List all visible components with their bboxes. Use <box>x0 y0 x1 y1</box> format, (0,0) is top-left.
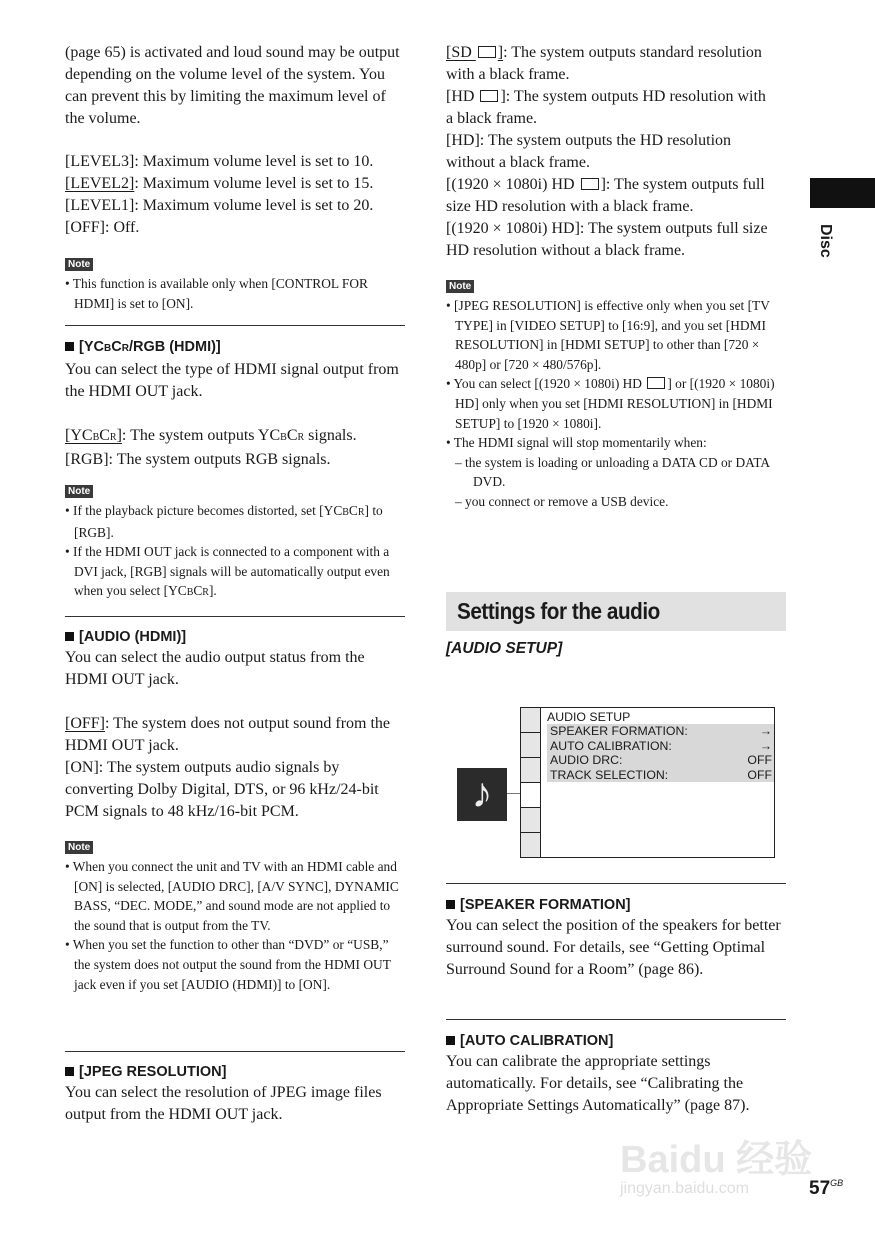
note-bullet: • This function is available only when [CONTROL FOR HDMI] is set to [ON]. <box>65 276 368 311</box>
text-span: R <box>109 432 117 443</box>
text-span: : The system outputs standard resolution with a black frame. <box>446 44 762 83</box>
option-default <box>446 42 776 86</box>
text-span: ] to [RGB]. <box>74 503 383 540</box>
text-span: • You can select [(1920 × 1080i) HD <box>446 376 646 392</box>
note-bullet: • [JPEG RESOLUTION] is effective only when you set [TV TYPE] in [VIDEO SETUP] to [16:9], and you set [HDMI RESOLUTION] in [HDMI SETUP] to other than [720 × 480p] or [720 × 480/576p]. <box>446 298 770 372</box>
ycbcr-section <box>65 337 407 603</box>
divider <box>65 325 405 326</box>
text-span: B <box>186 587 194 599</box>
level-option <box>65 151 407 173</box>
audio-setup-menu <box>520 707 775 858</box>
section-heading <box>65 627 407 647</box>
text-span: [OFF] <box>65 219 106 236</box>
note-bullet <box>65 501 407 542</box>
text-span: GB <box>830 1178 844 1188</box>
note-label: Note <box>65 258 93 271</box>
intro-block <box>65 42 407 130</box>
note-bullet: • The HDMI signal will stop momentarily when: <box>446 435 707 451</box>
divider <box>446 883 786 884</box>
text-span: [LEVEL3] <box>65 153 135 170</box>
text-span <box>446 44 503 61</box>
text-span: signals. <box>304 427 357 444</box>
note-label: Note <box>65 841 93 854</box>
section-heading <box>446 895 788 915</box>
text-span: [AUDIO (HDMI)] <box>79 629 187 645</box>
text-span: R <box>121 343 129 354</box>
text-span: TRACK SELECTION: <box>550 767 669 782</box>
text-span: [JPEG RESOLUTION] <box>79 1064 227 1080</box>
note-block <box>446 276 786 512</box>
text-span <box>547 724 774 782</box>
text-span: [OFF] <box>65 715 106 732</box>
text-span: : The system does not output sound from the HDMI OUT jack. <box>65 715 391 754</box>
text-span: : Off. <box>105 219 140 236</box>
menu-row <box>547 768 774 783</box>
note-dash: – the system is loading or unloading a DATA CD or DATA DVD. <box>455 454 770 490</box>
section-heading <box>446 1031 788 1051</box>
text-span: ]. <box>208 583 217 599</box>
text-span: OFF <box>747 767 772 782</box>
text-span: C <box>286 427 298 444</box>
text-span: C <box>99 427 110 444</box>
text-span: C <box>193 583 203 599</box>
text-span: → <box>759 738 772 753</box>
page-number <box>809 1178 843 1200</box>
text-span: C <box>111 339 122 355</box>
note-bullet: • When you connect the unit and TV with an HDMI cable and [ON] is selected, [AUDIO DRC], [A/V SYNC], DYNAMIC BASS, “DEC. MODE,” and sound mode are not applied to the sound that is output from the TV. <box>65 859 399 933</box>
text-span <box>65 427 122 444</box>
text-span: C <box>348 503 358 518</box>
text-span: R <box>357 507 365 518</box>
text-span: AUTO CALIBRATION: <box>550 738 672 753</box>
text-span: • If the playback picture becomes distorted, set [YC <box>65 503 343 518</box>
section-heading <box>65 1062 407 1082</box>
text-span <box>65 481 407 501</box>
text-span: : Maximum volume level is set to 20. <box>134 197 374 214</box>
text-span: R <box>202 587 209 599</box>
section-desc: You can select the position of the speakers for better surround sound. For details, see “Getting Optimal Surround Sound for a Room” (page 86). <box>446 917 781 978</box>
option <box>446 218 776 262</box>
level-option <box>65 195 407 217</box>
note-bullet <box>65 542 407 603</box>
text-span: ] <box>116 427 122 444</box>
text-span: 57 <box>809 1178 831 1199</box>
chapter-tab <box>810 178 875 208</box>
text-span: ] <box>600 176 606 193</box>
text-span: : The system outputs full size HD resolution with a black frame. <box>446 176 765 215</box>
text-span <box>65 837 407 857</box>
divider <box>65 616 405 617</box>
text-span: B <box>92 432 100 443</box>
text-span: ] <box>500 88 506 105</box>
audio-hdmi-section <box>65 627 407 994</box>
subsection-title: [AUDIO SETUP] <box>446 640 563 657</box>
menu-tabs <box>521 708 541 857</box>
text-span <box>521 833 540 857</box>
text-span: [AUTO CALIBRATION] <box>460 1033 614 1049</box>
text-span: : The system outputs YC <box>121 427 281 444</box>
section-heading <box>65 337 407 359</box>
text-span <box>521 708 540 733</box>
text-span: [YC <box>65 427 93 444</box>
text-span: [HD <box>446 88 479 105</box>
text-span: : Maximum volume level is set to 10. <box>134 153 374 170</box>
autocal-section <box>446 1031 788 1117</box>
option: [ON]: The system outputs audio signals by converting Dolby Digital, DTS, or 96 kHz/24-bit PCM signals to 48 kHz/16-bit PCM. <box>65 759 379 820</box>
text-span: ] or [(1920 × 1080i) HD] only when you set [HDMI RESOLUTION] in [HDMI SETUP] to [1920 × 1080i]. <box>455 376 775 431</box>
jpeg-section <box>65 1062 407 1126</box>
note-label: Note <box>65 485 93 498</box>
text-span: [SPEAKER FORMATION] <box>460 897 631 913</box>
watermark-url: jingyan.baidu.com <box>620 1180 749 1197</box>
jpeg-options <box>446 42 776 262</box>
option <box>446 130 776 174</box>
divider <box>65 1051 405 1052</box>
text-span: AUDIO DRC: <box>550 753 623 767</box>
section-desc: You can select the resolution of JPEG image files output from the HDMI OUT jack. <box>65 1084 382 1123</box>
text-span: : Maximum volume level is set to 15. <box>134 175 374 192</box>
note-block <box>65 254 407 313</box>
speaker-section <box>446 895 788 981</box>
menu-row <box>547 739 774 754</box>
text-span: : The system outputs full size HD resolution without a black frame. <box>446 220 768 259</box>
option-default <box>65 713 407 757</box>
square-bullet-icon <box>446 1036 455 1045</box>
text-span: [LEVEL2] <box>65 175 135 192</box>
section-desc: You can select the type of HDMI signal output from the HDMI OUT jack. <box>65 361 399 400</box>
music-note-icon: ♪ <box>457 768 507 821</box>
menu-row <box>547 753 774 768</box>
option <box>446 174 776 218</box>
watermark: Baidu 经验 <box>620 1139 813 1181</box>
intro-text: (page 65) is activated and loud sound may be output depending on the volume level of the system. You can prevent this by limiting the maximum level of the volume. <box>65 44 400 127</box>
text-span: • If the HDMI OUT jack is connected to a component with a DVI jack, [RGB] signals will be automatically output even when you select [YC <box>65 544 390 599</box>
square-bullet-icon <box>65 632 74 641</box>
frame-box-icon <box>478 46 496 58</box>
note-bullet <box>446 374 786 433</box>
level-option-default <box>65 173 407 195</box>
frame-box-icon <box>647 377 665 389</box>
text-span <box>521 808 540 833</box>
text-span: /RGB (HDMI)] <box>128 339 221 355</box>
text-span <box>521 758 540 783</box>
text-span: [(1920 × 1080i) HD] <box>446 220 580 237</box>
section-desc: You can calibrate the appropriate settings automatically. For details, see “Calibrating the Appropriate Settings Automatically” (page 87). <box>446 1053 750 1114</box>
text-span: R <box>297 432 305 443</box>
text-span <box>521 783 540 808</box>
text-span: : The system outputs HD resolution with a black frame. <box>446 88 766 127</box>
text-span: SPEAKER FORMATION: <box>550 724 688 738</box>
text-span: B <box>342 507 349 518</box>
square-bullet-icon <box>446 900 455 909</box>
option <box>446 86 776 130</box>
menu-title: AUDIO SETUP <box>547 710 631 724</box>
note-bullet: • When you set the function to other than “DVD” or “USB,” the system does not output the sound from the HDMI OUT jack even if you set [AUDIO (HDMI)] to [ON]. <box>65 937 391 992</box>
text-span: : The system outputs the HD resolution without a black frame. <box>446 132 732 171</box>
section-desc: You can select the audio output status from the HDMI OUT jack. <box>65 649 365 688</box>
level-option <box>65 217 407 239</box>
divider <box>446 1019 786 1020</box>
text-span: [YC <box>79 339 104 355</box>
text-span: [(1920 × 1080i) HD <box>446 176 579 193</box>
text-span: B <box>280 432 287 443</box>
note-dash: – you connect or remove a USB device. <box>455 493 669 509</box>
text-span: → <box>759 724 772 738</box>
volume-levels <box>65 151 407 239</box>
menu-row <box>547 724 774 739</box>
section-title: Settings for the audio <box>457 598 660 624</box>
frame-box-icon <box>581 178 599 190</box>
note-label: Note <box>446 280 474 293</box>
section-title-bar <box>446 592 786 631</box>
chapter-label: Disc <box>817 224 834 258</box>
square-bullet-icon <box>65 1067 74 1076</box>
text-span: [HD] <box>446 132 480 149</box>
frame-box-icon <box>480 90 498 102</box>
option-default <box>65 425 407 449</box>
text-span: B <box>103 343 112 354</box>
text-span: [SD <box>446 44 476 61</box>
text-span: OFF <box>747 753 772 767</box>
option: [RGB]: The system outputs RGB signals. <box>65 451 331 468</box>
text-span: [LEVEL1] <box>65 197 135 214</box>
text-span <box>521 733 540 758</box>
square-bullet-icon <box>65 342 74 351</box>
text-span: ] <box>497 44 504 61</box>
